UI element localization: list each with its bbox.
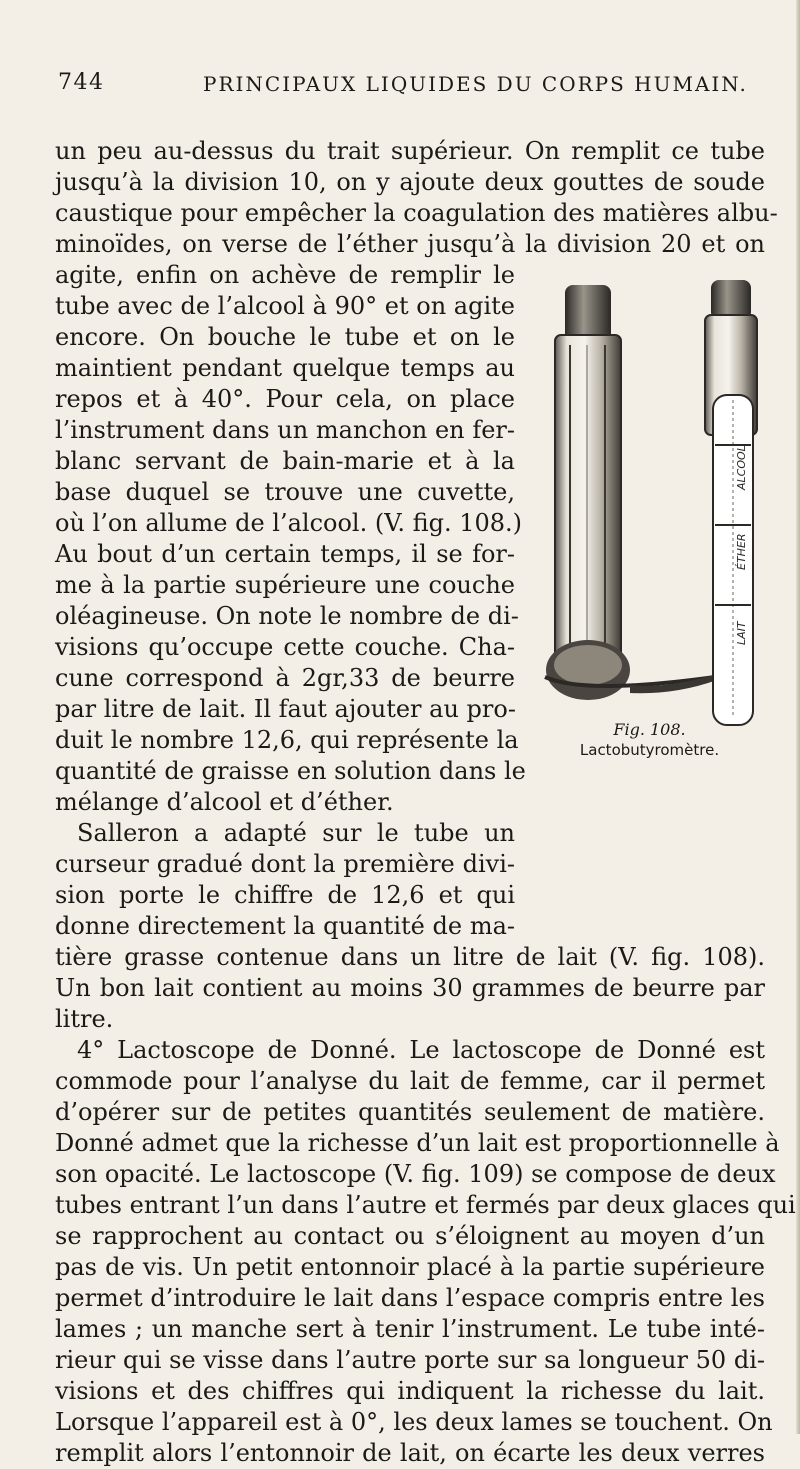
text-line: pas de vis. Un petit entonnoir placé à la partie supérieure [55,1253,765,1281]
label-lait: LAIT [735,621,748,645]
paragraph-1-full [55,136,778,260]
text-line: Donné admet que la richesse d’un lait est proportionnelle à [55,1129,780,1157]
text-line: caustique pour empêcher la coagulation des matières albu- [55,199,778,227]
text-line: base duquel se trouve une cuvette, [55,478,515,506]
text-line: son opacité. Le lactoscope (V. fig. 109) se compose de deux [55,1160,776,1188]
text-line: donne directement la quantité de ma- [55,912,515,940]
figure-title: Lactobutyromètre. [579,741,720,759]
text-line: jusqu’à la division 10, on y ajoute deux gouttes de soude [55,168,765,196]
text-line: lames ; un manche sert à tenir l’instrument. Le tube inté- [55,1315,765,1343]
figure-caption [522,720,777,760]
text-line: commode pour l’analyse du lait de femme, car il permet [55,1067,765,1095]
text-line: tubes entrant l’un dans l’autre et fermés par deux glaces qui [55,1191,796,1219]
lactobutyrometer-illustration [525,275,775,745]
page-header [58,70,758,104]
label-ether: ÉTHER [735,533,748,570]
paragraph-1-narrow [55,260,526,818]
figure-number: Fig. 108. [613,720,686,739]
text-line: duit le nombre 12,6, qui représente la [55,726,519,754]
paragraph-3 [55,1035,796,1469]
text-line: encore. On bouche le tube et on le [55,323,515,351]
text-line: remplit alors l’entonnoir de lait, on écarte les deux verres [55,1439,765,1467]
text-line: minoïdes, on verse de l’éther jusqu’à la division 20 et on [55,230,765,258]
text-line: rieur qui se visse dans l’autre porte sur sa longueur 50 di- [55,1346,765,1374]
text-line: tière grasse contenue dans un litre de lait (V. fig. 108). [55,943,765,971]
text-line: un peu au-dessus du trait supérieur. On remplit ce tube [55,137,765,165]
text-line: litre. [55,1005,114,1033]
text-line: quantité de graisse en solution dans le [55,757,526,785]
text-line: me à la partie supérieure une couche [55,571,515,599]
text-line: agite, enfin on achève de remplir le [55,261,515,289]
text-line: Lorsque l’appareil est à 0°, les deux lames se touchent. On [55,1408,773,1436]
text-line: Un bon lait contient au moins 30 grammes de beurre par [55,974,765,1002]
text-line: maintient pendant quelque temps au [55,354,515,382]
text-line: oléagineuse. On note le nombre de di- [55,602,519,630]
text-line: mélange d’alcool et d’éther. [55,788,394,816]
tube-left [545,285,717,700]
text-line: 4° Lactoscope de Donné. Le lactoscope de Donné est [77,1036,765,1064]
text-line: repos et à 40°. Pour cela, on place [55,385,515,413]
text-line: permet d’introduire le lait dans l’espace compris entre les [55,1284,765,1312]
text-line: curseur gradué dont la première divi- [55,850,515,878]
running-title: PRINCIPAUX LIQUIDES DU CORPS HUMAIN. [203,72,748,96]
text-line: par litre de lait. Il faut ajouter au pro- [55,695,516,723]
text-line: se rapprochent au contact ou s’éloignent au moyen d’un [55,1222,765,1250]
text-line: visions et des chiffres qui indiquent la richesse du lait. [55,1377,765,1405]
text-line: où l’on allume de l’alcool. (V. fig. 108.) [55,509,523,537]
paragraph-2-narrow [55,818,515,942]
text-line: tube avec de l’alcool à 90° et on agite [55,292,515,320]
page-number: 744 [58,70,105,95]
text-line: Salleron a adapté sur le tube un [77,819,515,847]
text-line: blanc servant de bain-marie et à la [55,447,515,475]
text-line: cune correspond à 2gr,33 de beurre [55,664,515,692]
tube-right [705,280,757,725]
text-line: l’instrument dans un manchon en fer- [55,416,515,444]
paragraph-2-full [55,942,765,1035]
label-alcool: ALCOOL [735,445,748,490]
text-line: d’opérer sur de petites quantités seulement de matière. [55,1098,765,1126]
tube-left-body [555,335,621,665]
text-line: visions qu’occupe cette couche. Cha- [55,633,515,661]
text-line: sion porte le chiffre de 12,6 et qui [55,881,515,909]
page-edge [796,0,800,1434]
text-line: Au bout d’un certain temps, il se for- [55,540,515,568]
